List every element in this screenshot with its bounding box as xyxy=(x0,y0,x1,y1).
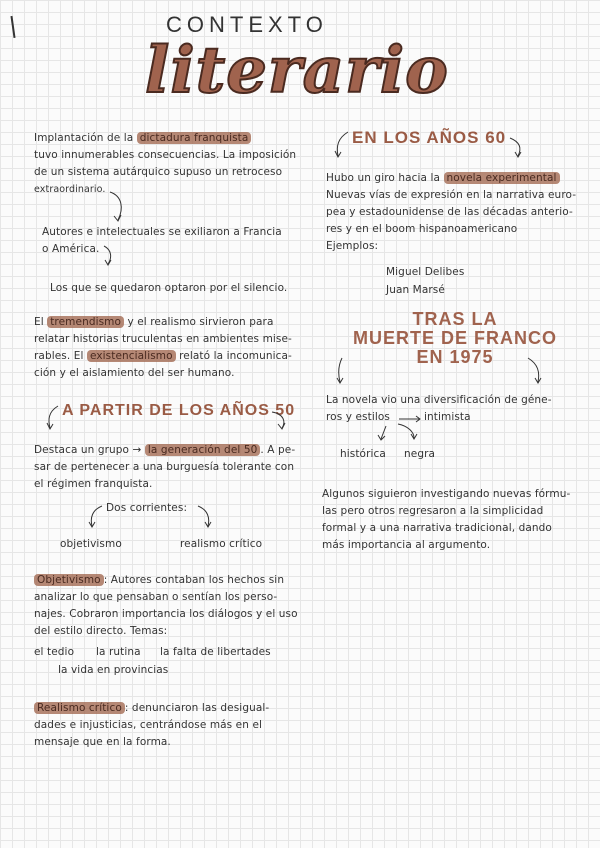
heading-anos-60: EN LOS AÑOS 60 xyxy=(352,128,507,147)
style-historica: histórica xyxy=(340,448,386,460)
objetivismo-label: objetivismo xyxy=(60,538,122,550)
group-paragraph: Destaca un grupo → la generación del 50 . A pe- sar de pertenecer a una burguesía tolerante con el régimen franquista. xyxy=(34,444,296,490)
highlight-tremendismo: tremendismo xyxy=(47,316,124,328)
curve-arrow-icon xyxy=(332,130,350,160)
intro-line-3: de un sistema autárquico supuso un retroceso xyxy=(34,166,283,178)
theme-libertades: la falta de libertades xyxy=(160,646,271,658)
highlight-objetivismo: Objetivismo xyxy=(34,574,104,586)
sixties-paragraph: Hubo un giro hacia la novela experimental Nuevas vías de expresión en la narrativa euro- pea y estadounidense de las décadas anterio- res y en el boom hispanoamericano Ejemplos: xyxy=(326,172,577,252)
arrow-icon xyxy=(526,356,544,386)
title-literario: literario xyxy=(145,33,449,108)
example-delibes: Miguel Delibes xyxy=(386,266,465,278)
heading-franco: TRAS LA MUERTE DE FRANCO EN 1975 xyxy=(353,309,557,367)
pen-stroke-mark xyxy=(10,16,15,38)
realismo-label: realismo crítico xyxy=(180,538,263,550)
arrow-icon xyxy=(376,424,390,442)
title-contexto: CONTEXTO xyxy=(166,12,328,37)
two-currents-label: Dos corrientes: xyxy=(106,502,188,514)
exile-paragraph xyxy=(42,224,312,258)
others-paragraph: Algunos siguieron investigando nuevas fórmu- las pero otros regresaron a la simplicidad formal y a una narrativa tradicional, dando más importancia al argumento. xyxy=(322,488,571,551)
curve-arrow-icon xyxy=(270,408,290,432)
silence-line: Los que se quedaron optaron por el silencio. xyxy=(50,282,288,294)
highlight-generacion-50: la generación del 50 xyxy=(145,444,261,456)
exile-line-2: o América. xyxy=(42,243,100,255)
intro-paragraph xyxy=(34,130,314,198)
style-negra: negra xyxy=(404,448,436,460)
heading-anos-50: A PARTIR DE LOS AÑOS 50 xyxy=(62,402,296,419)
arrow-icon xyxy=(84,502,104,530)
highlight-existencialismo: existencialismo xyxy=(87,350,176,362)
theme-rutina: la rutina xyxy=(96,646,141,658)
theme-tedio: el tedio xyxy=(34,646,75,658)
intro-line-1: Implantación de la xyxy=(34,132,134,144)
example-marse: Juan Marsé xyxy=(386,284,445,296)
arrow-icon xyxy=(108,190,128,224)
curve-arrow-icon xyxy=(508,136,526,160)
exile-line-1: Autores e intelectuales se exiliaron a Francia xyxy=(42,226,282,238)
intro-line-4: extraordinario. xyxy=(34,184,106,195)
after-paragraph: La novela vio una diversificación de géne- ros y estilos xyxy=(326,394,552,423)
arrow-icon xyxy=(102,244,116,268)
intro-line-2: tuvo innumerables consecuencias. La imposición xyxy=(34,149,297,161)
realismo-paragraph: Realismo crítico : denunciaron las desigual- dades e injusticias, centrándose más en el mensaje que en la forma. xyxy=(34,702,270,748)
highlight-novela-experimental: novela experimental xyxy=(444,172,560,184)
currents-paragraph: El tremendismo y el realismo sirvieron para relatar historias truculentas en ambientes mise- rables. El existencialismo relató la incomunica- ción y el aislamiento del ser humano. xyxy=(34,316,292,379)
theme-provincias: la vida en provincias xyxy=(58,664,169,676)
style-intimista: intimista xyxy=(424,411,471,423)
highlight-dictadura: dictadura franquista xyxy=(137,132,252,144)
arrow-icon xyxy=(396,422,420,442)
highlight-realismo-critico: Realismo crítico xyxy=(34,702,125,714)
objetivismo-paragraph: Objetivismo : Autores contaban los hechos sin analizar lo que pensaban o sentían los perso- najes. Cobraron importancia los diálogos y el uso del estilo directo. Temas: xyxy=(34,574,298,637)
arrow-icon xyxy=(334,356,348,386)
curve-arrow-icon xyxy=(44,404,60,430)
arrow-icon xyxy=(196,502,216,530)
